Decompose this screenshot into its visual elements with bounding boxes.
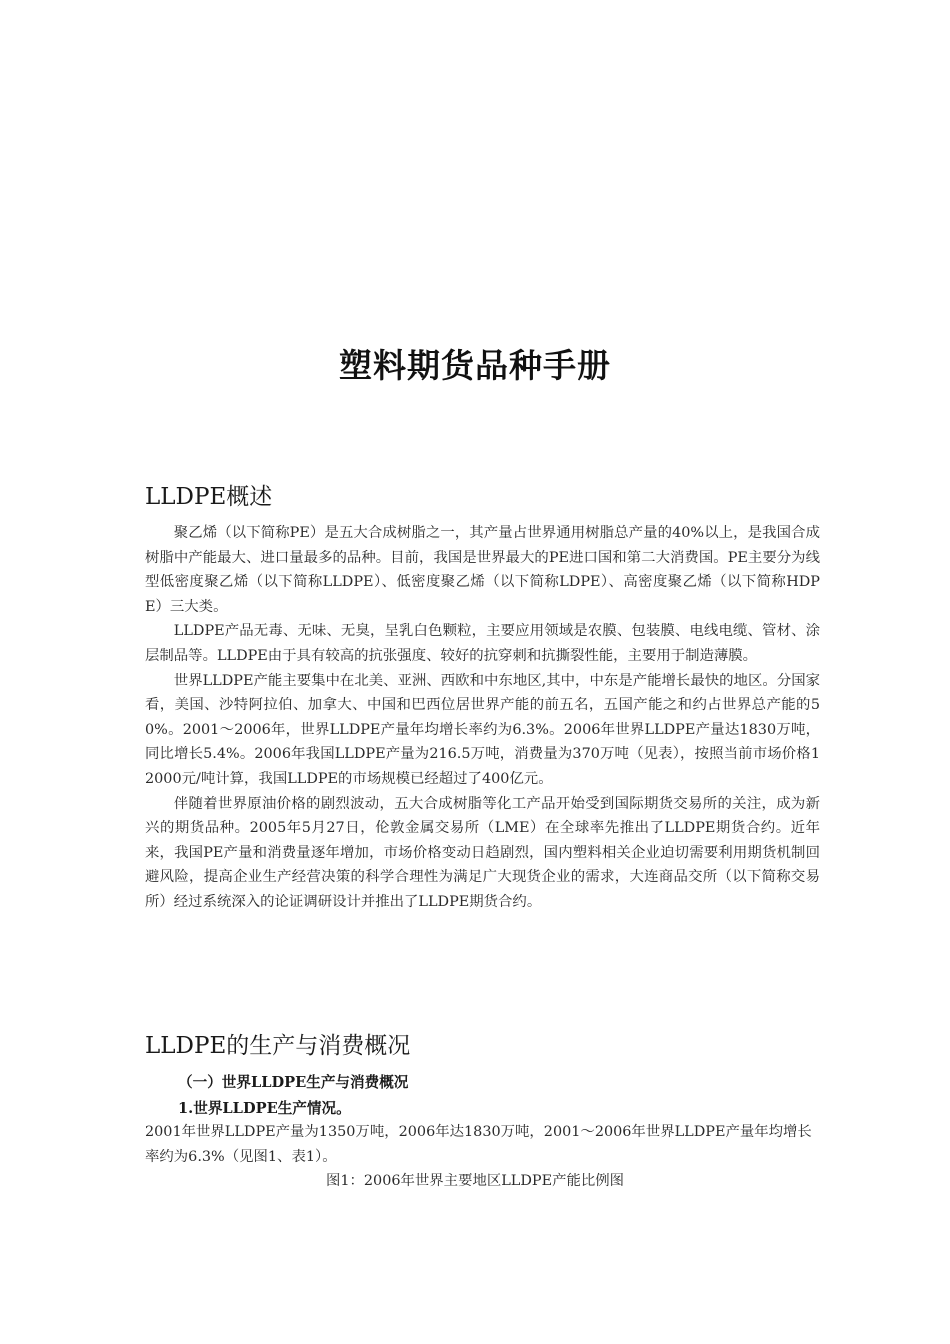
paragraph: LLDPE产品无毒、无味、无臭，呈乳白色颗粒，主要应用领域是农膜、包装膜、电线电缆、管材、涂层制品等。LLDPE由于具有较高的抗张强度、较好的抗穿刺和抗撕裂性能，主要用于制造薄膜。 [145, 623, 820, 664]
section-heading-overview: LLDPE概述 [145, 484, 273, 510]
paragraph: 聚乙烯（以下简称PE）是五大合成树脂之一，其产量占世界通用树脂总产量的40%以上，是我国合成树脂中产能最大、进口量最多的品种。目前，我国是世界最大的PE进口国和第二大消费国。PE主要分为线型低密度聚乙烯（以下简称LLDPE）、低密度聚乙烯（以下简称LDPE）、高密度聚乙烯（以下简称HDPE）三大类。 [145, 525, 820, 615]
overview-body [145, 521, 820, 915]
subheading-world-overview: （一）世界LLDPE生产与消费概况 [178, 1074, 409, 1091]
subheading-world-production: 1.世界LLDPE生产情况。 [178, 1100, 351, 1117]
paragraph: 伴随着世界原油价格的剧烈波动，五大合成树脂等化工产品开始受到国际期货交易所的关注，成为新兴的期货品种。2005年5月27日，伦敦金属交易所（LME）在全球率先推出了LLDPE期货合约。近年来，我国PE产量和消费量逐年增加，市场价格变动日趋剧烈，国内塑料相关企业迫切需要利用期货机制回避风险，提高企业生产经营决策的科学合理性为满足广大现货企业的需求，大连商品交所（以下简称交易所）经过系统深入的论证调研设计并推出了LLDPE期货合约。 [145, 795, 820, 910]
document-title: 塑料期货品种手册 [339, 346, 611, 385]
production-paragraph: 2001年世界LLDPE产量为1350万吨，2006年达1830万吨，2001～2006年世界LLDPE产量年均增长率约为6.3%（见图1、表1）。 [145, 1124, 812, 1165]
paragraph: 世界LLDPE产能主要集中在北美、亚洲、西欧和中东地区,其中，中东是产能增长最快的地区。分国家看，美国、沙特阿拉伯、加拿大、中国和巴西位居世界产能的前五名，五国产能之和约占世界总产能的50%。2001～2006年，世界LLDPE产量年均增长率约为6.3%。2006年世界LLDPE产量达1830万吨，同比增长5.4%。2006年我国LLDPE产量为216.5万吨，消费量为370万吨（见表），按照当前市场价格12000元/吨计算，我国LLDPE的市场规模已经超过了400亿元。 [145, 672, 820, 787]
figure-caption: 图1：2006年世界主要地区LLDPE产能比例图 [325, 1173, 625, 1189]
section-heading-production: LLDPE的生产与消费概况 [145, 1033, 411, 1059]
